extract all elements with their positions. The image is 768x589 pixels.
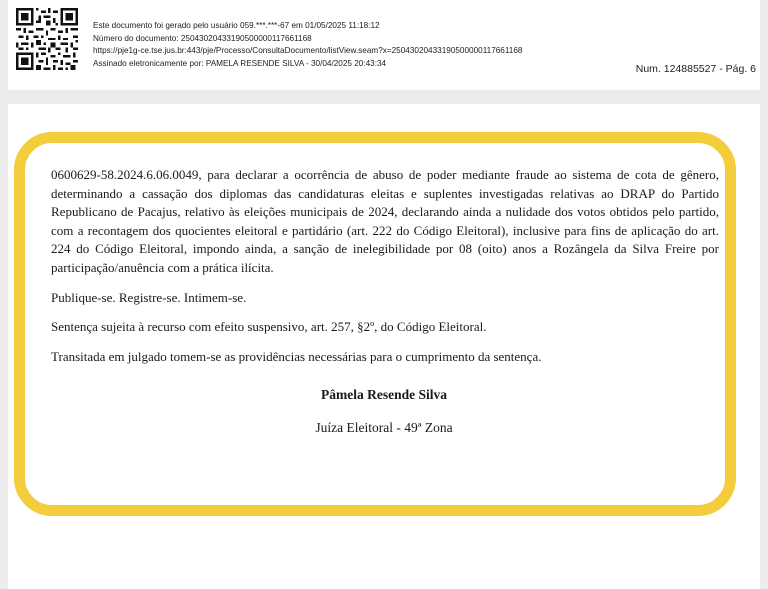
qr-code-icon (16, 8, 78, 70)
generated-by-line: Este documento foi gerado pelo usuário 059.***.***-67 em 01/05/2025 11:18:12 (93, 21, 380, 30)
ruling-paragraph: 0600629-58.2024.6.06.0049, para declarar a ocorrência de abuso de poder mediante fraude ao sistema de cota de gênero, determinando a cassação dos diplomas das candidaturas eleitas e suplentes investigadas relativas ao DRAP do Partido Republicano de Pacajus, relativo às eleições municipais de 2024, declarando ainda a nulidade dos votos obtidos pelo partido, com a recontagem dos quocientes eleitoral e partidário (art. 222 do Código Eleitoral), inclusive para fins de aplicação do art. 224 do Código Eleitoral, impondo ainda, a sanção de inelegibilidade por 08 (oito) anos a Rozângela da Silva Freire por participação/anuência com a prática ilícita. (51, 167, 719, 275)
document-url-link[interactable]: https://pje1g-ce.tse.jus.br:443/pje/Processo/ConsultaDocumento/listView.seam?x=25043020433190500000117661168 (93, 46, 523, 56)
page-separator (0, 90, 768, 104)
signature-name: Pâmela Resende Silva (321, 387, 447, 402)
appeal-paragraph: Sentença sujeita à recurso com efeito suspensivo, art. 257, §2º, do Código Eleitoral. (51, 319, 487, 335)
page-number: Num. 124885527 - Pág. 6 (635, 63, 756, 75)
sentence-body (51, 166, 719, 366)
document-metadata (93, 20, 522, 70)
signature-title: Juíza Eleitoral - 49ª Zona (315, 420, 453, 435)
document-number-line: Número do documento: 25043020433190500000117661168 (93, 33, 312, 43)
final-judgment-paragraph: Transitada em julgado tomem-se as providências necessárias para o cumprimento da sentença. (51, 348, 542, 364)
signed-by-line: Assinado eletronicamente por: PAMELA RESENDE SILVA - 30/04/2025 20:43:34 (93, 58, 387, 68)
publication-paragraph: Publique-se. Registre-se. Intimem-se. (51, 289, 247, 305)
